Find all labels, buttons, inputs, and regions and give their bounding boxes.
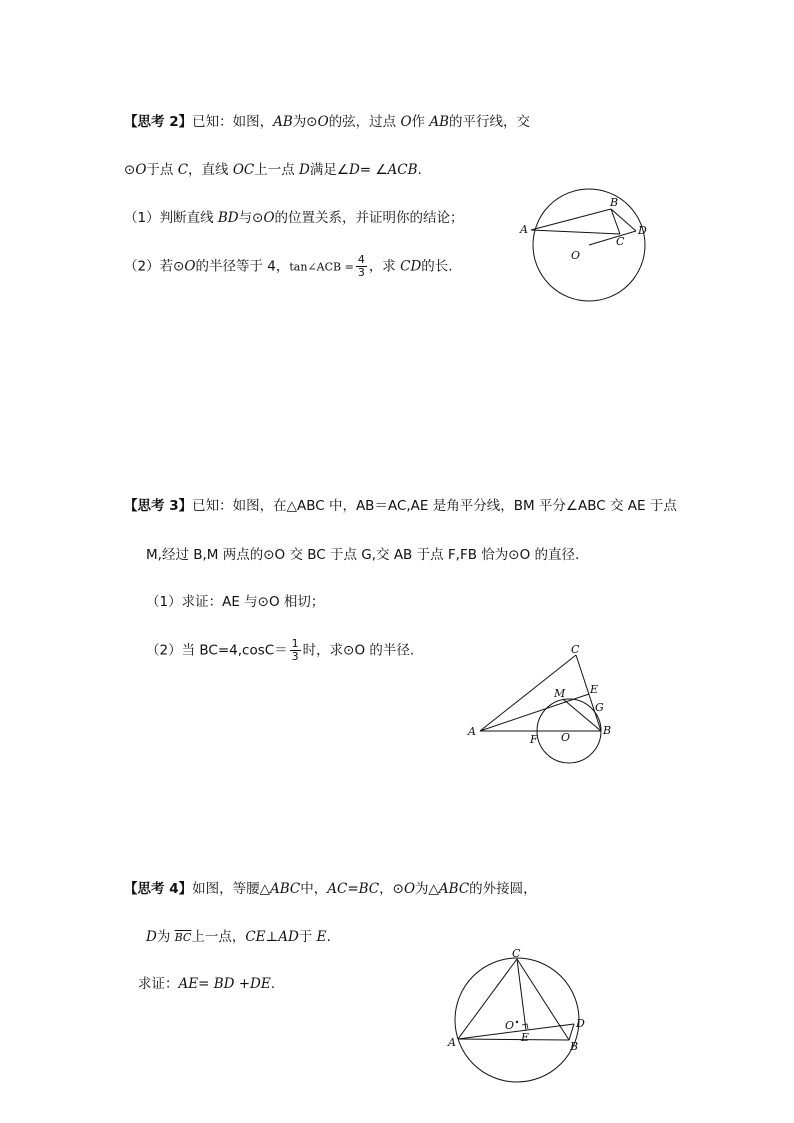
p3-label-f: F bbox=[530, 733, 538, 746]
p4-line-bd bbox=[569, 1024, 574, 1040]
p3-label-g: G bbox=[595, 701, 604, 714]
p2-label-a: A bbox=[520, 223, 528, 236]
p3-tag: 【思考 3】 bbox=[124, 498, 193, 514]
p4-proof-line: 求证：AE= BD +DE. bbox=[138, 976, 276, 992]
p4-label-c: C bbox=[512, 947, 521, 960]
p4-right-angle-mark bbox=[522, 1024, 528, 1029]
p2-question-2: （2）若⊙O的半径等于 4，tan∠ACB = $\frac{4}{3}$ ，求 CD的长. bbox=[124, 253, 453, 279]
p4-tag: 【思考 4】 bbox=[124, 881, 193, 897]
p3-line1: 【思考 3】已知：如图，在△ABC 中，AB＝AC,AE 是角平分线，BM 平分∠ABC 交 AE 于点 bbox=[124, 498, 677, 514]
p3-label-o: O bbox=[561, 731, 571, 744]
p3-question-1: （1）求证：AE 与⊙O 相切； bbox=[146, 594, 325, 610]
p4-circle bbox=[455, 958, 579, 1082]
p4-line2: D为 $\overline{BC}$上一点，CE⊥AD于 E. bbox=[146, 929, 331, 945]
p4-line-ce bbox=[517, 959, 526, 1030]
p3-label-b: B bbox=[603, 724, 612, 737]
p3-question-2: （2）当 BC=4,cosC＝ $\frac{1}{3}$ 时，求⊙O 的半径. bbox=[146, 637, 415, 663]
p2-tag: 【思考 2】 bbox=[124, 114, 193, 130]
fraction-1-3: $\frac{1}{3}$ bbox=[291, 637, 299, 663]
p4-label-o: O bbox=[505, 1019, 515, 1032]
p3-label-c: C bbox=[571, 643, 580, 656]
p3-label-e: E bbox=[590, 683, 599, 696]
p3-label-m: M bbox=[554, 687, 566, 700]
p4-line-ad bbox=[458, 1024, 574, 1039]
p4-center-dot bbox=[516, 1021, 518, 1023]
p2-label-b: B bbox=[610, 196, 619, 209]
p4-line1: 【思考 4】如图，等腰△ABC中，AC=BC，⊙O为△ABC的外接圆， bbox=[124, 881, 537, 897]
p4-label-b: B bbox=[570, 1040, 579, 1053]
p3-line2: M,经过 B,M 两点的⊙O 交 BC 于点 G,交 AB 于点 F,FB 恰为⊙O 的直径. bbox=[146, 547, 580, 563]
fraction-4-3: $\frac{4}{3}$ bbox=[357, 253, 365, 279]
p4-label-a: A bbox=[448, 1036, 456, 1049]
arc-bc: $\overline{BC}$ bbox=[174, 931, 192, 944]
p2-line1: 【思考 2】已知：如图，AB为⊙O的弦，过点 O作 AB的平行线，交 bbox=[124, 114, 530, 130]
p2-label-o: O bbox=[571, 249, 581, 262]
p4-label-d: D bbox=[576, 1017, 585, 1030]
p4-line-ab bbox=[458, 1039, 569, 1040]
p4-label-e: E bbox=[521, 1031, 530, 1044]
p2-line2: ⊙O于点 C，直线 OC上一点 D满足∠D= ∠ACB. bbox=[124, 162, 422, 178]
p2-question-1: （1）判断直线 BD与⊙O的位置关系，并证明你的结论； bbox=[124, 210, 464, 226]
p2-label-c: C bbox=[616, 235, 625, 248]
p3-label-a: A bbox=[468, 725, 476, 738]
p2-label-d: D bbox=[638, 224, 647, 237]
